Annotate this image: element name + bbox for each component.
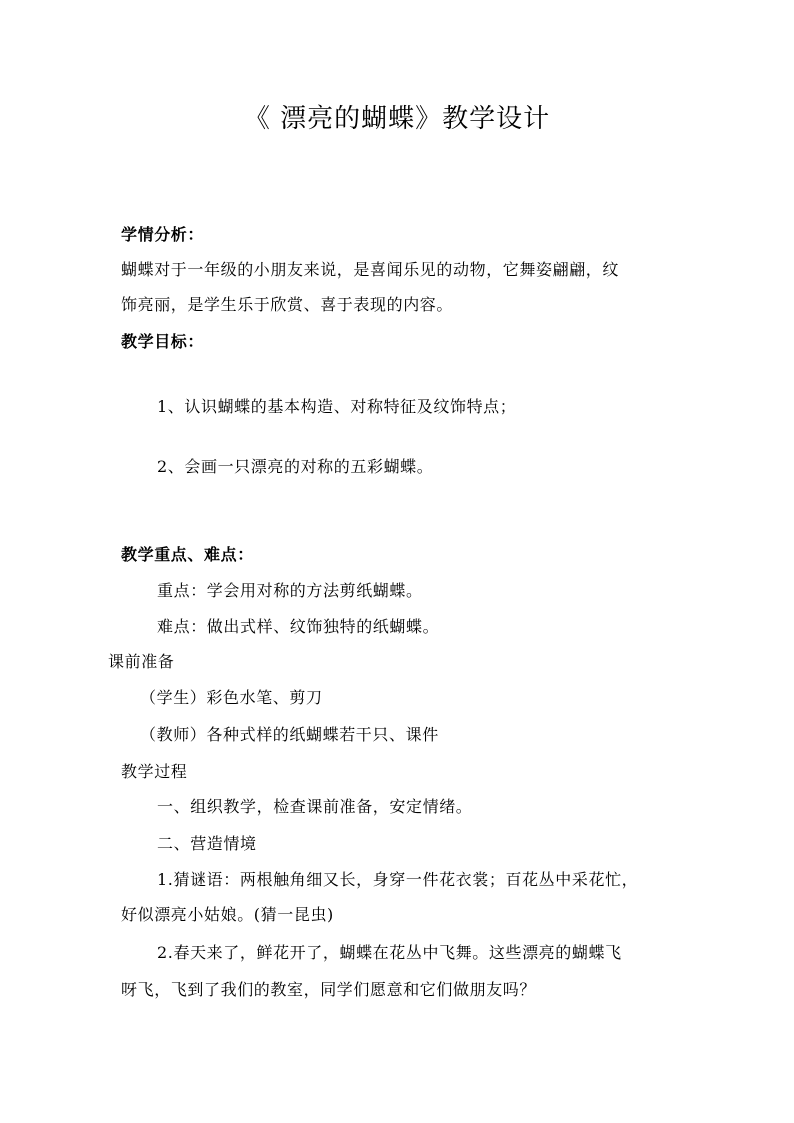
process-step-2: 二、营造情境	[157, 834, 257, 853]
spring-line-2: 呀飞，飞到了我们的教室，同学们愿意和它们做朋友吗？	[121, 980, 537, 999]
goals-heading: 教学目标：	[121, 332, 205, 351]
preparation-heading: 课前准备	[108, 652, 175, 671]
learning-analysis-heading: 学情分析：	[121, 225, 205, 244]
process-heading: 教学过程	[121, 762, 188, 781]
difficulty-point: 难点：做出式样、纹饰独特的纸蝴蝶。	[157, 617, 440, 636]
learning-analysis-line-1: 蝴蝶对于一年级的小朋友来说，是喜闻乐见的动物，它舞姿翩翩，纹	[121, 260, 620, 279]
riddle-line-1: 1.猜谜语：两根触角细又长，身穿一件花衣裳；百花丛中采花忙，	[157, 870, 639, 889]
key-points-heading: 教学重点、难点：	[121, 545, 254, 564]
document-title: 《 漂亮的蝴蝶》教学设计	[243, 104, 551, 134]
learning-analysis-line-2: 饰亮丽，是学生乐于欣赏、喜于表现的内容。	[121, 295, 454, 314]
preparation-students: （学生）彩色水笔、剪刀	[140, 688, 323, 707]
key-point: 重点：学会用对称的方法剪纸蝴蝶。	[157, 581, 423, 600]
preparation-teacher: （教师）各种式样的纸蝴蝶若干只、课件	[140, 725, 439, 744]
goal-item-2: 2、会画一只漂亮的对称的五彩蝴蝶。	[157, 457, 434, 476]
process-step-1: 一、组织教学，检查课前准备，安定情绪。	[157, 797, 473, 816]
goal-item-1: 1、认识蝴蝶的基本构造、对称特征及纹饰特点；	[157, 397, 517, 416]
riddle-line-2: 好似漂亮小姑娘。(猜一昆虫)	[121, 905, 334, 924]
spring-line-1: 2.春天来了，鲜花开了，蝴蝶在花丛中飞舞。这些漂亮的蝴蝶飞	[157, 943, 622, 962]
